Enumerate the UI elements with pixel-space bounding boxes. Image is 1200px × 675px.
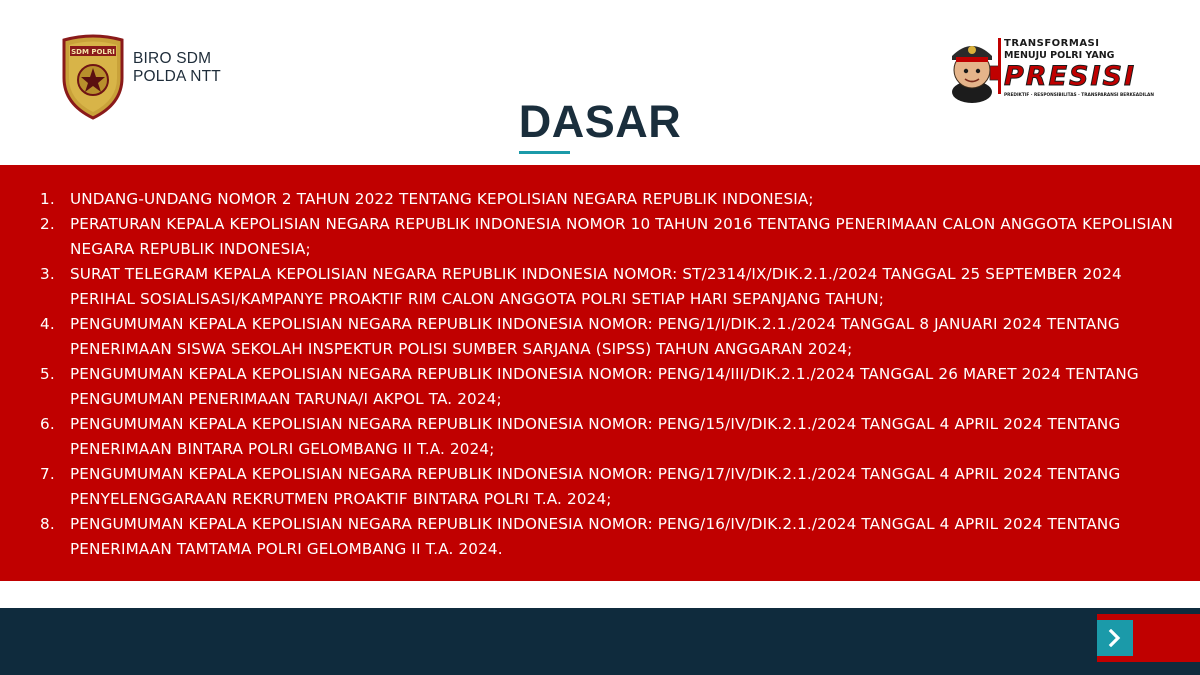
- logo-right-line3: PRESISI: [1004, 61, 1137, 92]
- list-item-number: 2.: [40, 215, 55, 233]
- separator: [0, 581, 1200, 608]
- org-name-line2: POLDA NTT: [133, 68, 221, 85]
- list-item-text: PENGUMUMAN KEPALA KEPOLISIAN NEGARA REPUBLIK INDONESIA NOMOR: PENG/15/IV/DIK.2.1./2024 TANGGAL 4 APRIL 2024 TENTANG PENERIMAAN BINTARA POLRI GELOMBANG II T.A. 2024;: [70, 415, 1121, 458]
- org-name: [133, 50, 221, 86]
- list-item-number: 1.: [40, 190, 55, 208]
- list-item: [0, 212, 1200, 262]
- list-item-text: SURAT TELEGRAM KEPALA KEPOLISIAN NEGARA REPUBLIK INDONESIA NOMOR: ST/2314/IX/DIK.2.1./2024 TANGGAL 25 SEPTEMBER 2024 PERIHAL SOSIALISASI/KAMPANYE PROAKTIF RIM CALON ANGGOTA POLRI SETIAP HARI SEPANJANG TAHUN;: [70, 265, 1122, 308]
- list-item-number: 6.: [40, 415, 55, 433]
- list-item-number: 7.: [40, 465, 55, 483]
- logo-right-line4: PREDIKTIF · RESPONSIBILITAS · TRANSPARANSI BERKEADILAN: [1004, 93, 1154, 98]
- list-item: [0, 512, 1200, 562]
- list-item: [0, 262, 1200, 312]
- list-item-text: PENGUMUMAN KEPALA KEPOLISIAN NEGARA REPUBLIK INDONESIA NOMOR: PENG/17/IV/DIK.2.1./2024 TANGGAL 4 APRIL 2024 TENTANG PENYELENGGARAAN REKRUTMEN PROAKTIF BINTARA POLRI T.A. 2024;: [70, 465, 1121, 508]
- list-item-number: 5.: [40, 365, 55, 383]
- list-item-number: 4.: [40, 315, 55, 333]
- list-item: [0, 412, 1200, 462]
- list-item: [0, 187, 1200, 212]
- content-panel: [0, 165, 1200, 581]
- org-name-line1: BIRO SDM: [133, 50, 212, 67]
- chevron-right-icon: [1107, 629, 1123, 647]
- list-item: [0, 362, 1200, 412]
- list-item-text: UNDANG-UNDANG NOMOR 2 TAHUN 2022 TENTANG KEPOLISIAN NEGARA REPUBLIK INDONESIA;: [70, 190, 814, 208]
- list-item-number: 3.: [40, 265, 55, 283]
- legal-basis-list: [0, 187, 1200, 562]
- next-button[interactable]: [1097, 620, 1133, 656]
- footer-bar: [0, 608, 1200, 675]
- logo-right-line2: MENUJU POLRI YANG: [1004, 50, 1115, 61]
- title-underline: [519, 151, 570, 154]
- list-item-text: PERATURAN KEPALA KEPOLISIAN NEGARA REPUBLIK INDONESIA NOMOR 10 TAHUN 2016 TENTANG PENERIMAAN CALON ANGGOTA KEPOLISIAN NEGARA REPUBLIK INDONESIA;: [70, 215, 1174, 258]
- logo-left-text: SDM POLRI: [71, 48, 115, 56]
- list-item-text: PENGUMUMAN KEPALA KEPOLISIAN NEGARA REPUBLIK INDONESIA NOMOR: PENG/14/III/DIK.2.1./2024 TANGGAL 26 MARET 2024 TENTANG PENGUMUMAN PENERIMAAN TARUNA/I AKPOL TA. 2024;: [70, 365, 1139, 408]
- list-item: [0, 462, 1200, 512]
- list-item: [0, 312, 1200, 362]
- header: [0, 0, 1200, 165]
- list-item-number: 8.: [40, 515, 55, 533]
- list-item-text: PENGUMUMAN KEPALA KEPOLISIAN NEGARA REPUBLIK INDONESIA NOMOR: PENG/1/I/DIK.2.1./2024 TANGGAL 8 JANUARI 2024 TENTANG PENERIMAAN SISWA SEKOLAH INSPEKTUR POLISI SUMBER SARJANA (SIPSS) TAHUN ANGGARAN 2024;: [70, 315, 1120, 358]
- list-item-text: PENGUMUMAN KEPALA KEPOLISIAN NEGARA REPUBLIK INDONESIA NOMOR: PENG/16/IV/DIK.2.1./2024 TANGGAL 4 APRIL 2024 TENTANG PENERIMAAN TAMTAMA POLRI GELOMBANG II T.A. 2024.: [70, 515, 1121, 558]
- logo-right-line1: TRANSFORMASI: [1004, 38, 1100, 49]
- page-title: DASAR: [518, 96, 682, 147]
